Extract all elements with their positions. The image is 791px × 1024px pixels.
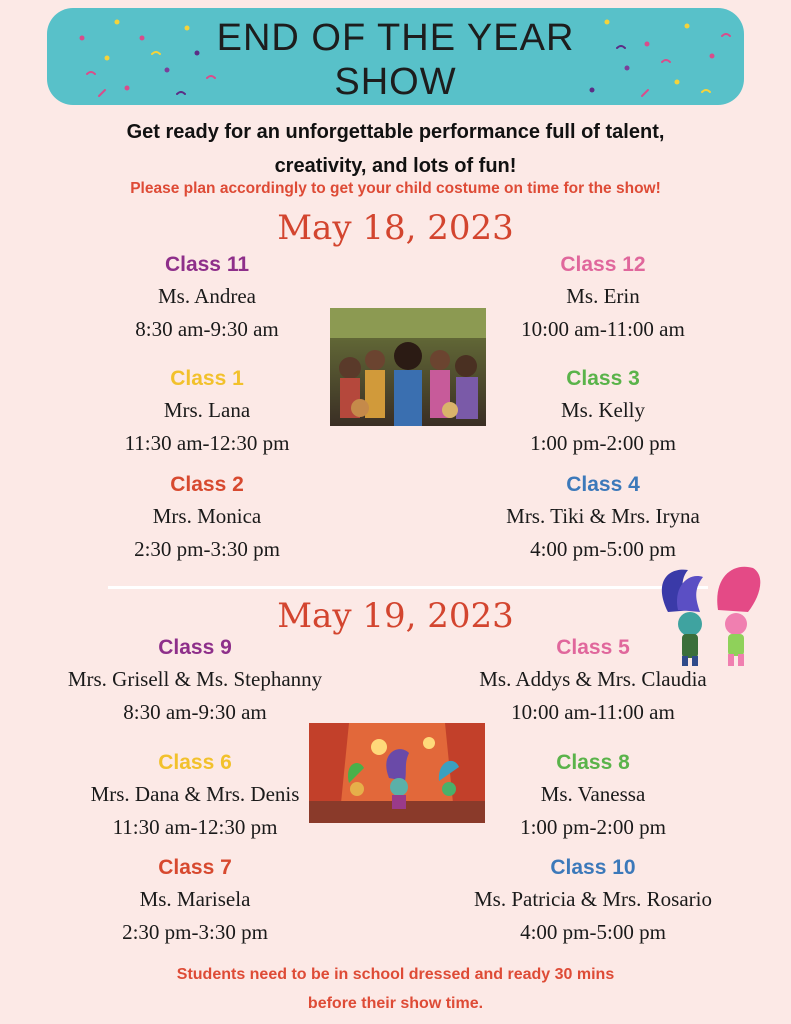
class-name: Class 4 — [566, 473, 640, 496]
title-line-2: SHOW — [334, 61, 457, 103]
class-name: Class 6 — [158, 751, 232, 774]
class-teacher: Ms. Patricia & Mrs. Rosario — [474, 887, 712, 911]
date-heading-day1: May 18, 2023 — [277, 208, 514, 248]
class-block — [413, 470, 791, 566]
class-time: 2:30 pm-3:30 pm — [134, 537, 280, 561]
class-name: Class 2 — [170, 473, 244, 496]
section-divider — [108, 586, 708, 589]
class-time: 1:00 pm-2:00 pm — [530, 431, 676, 455]
title-line-1: END OF THE YEAR — [216, 17, 575, 59]
page-title — [47, 16, 744, 104]
class-name: Class 1 — [170, 367, 244, 390]
class-block — [403, 853, 783, 949]
class-teacher: Ms. Vanessa — [540, 782, 646, 806]
class-name: Class 11 — [164, 253, 250, 276]
class-name: Class 10 — [550, 856, 636, 879]
class-teacher: Mrs. Monica — [152, 504, 262, 528]
trolls-stage-image — [309, 723, 485, 823]
class-teacher: Mrs. Dana & Mrs. Denis — [90, 782, 300, 806]
class-teacher: Mrs. Tiki & Mrs. Iryna — [506, 504, 700, 528]
class-block — [403, 633, 783, 729]
footer-notice — [30, 960, 761, 1018]
class-teacher: Ms. Addys & Mrs. Claudia — [479, 667, 707, 691]
class-time: 10:00 am-11:00 am — [511, 700, 675, 724]
class-time: 11:30 am-12:30 pm — [124, 431, 290, 455]
class-time: 4:00 pm-5:00 pm — [530, 537, 676, 561]
class-time: 2:30 pm-3:30 pm — [122, 920, 268, 944]
class-block — [5, 633, 385, 729]
footer-line-2: before their show time. — [307, 995, 484, 1012]
class-time: 8:30 am-9:30 am — [135, 317, 279, 341]
intro-line-2: creativity, and lots of fun! — [274, 155, 517, 177]
class-time: 10:00 am-11:00 am — [521, 317, 685, 341]
class-time: 4:00 pm-5:00 pm — [520, 920, 666, 944]
title-banner — [47, 8, 744, 105]
intro-text — [30, 115, 761, 183]
class-name: Class 3 — [566, 367, 640, 390]
class-block — [17, 470, 397, 566]
class-teacher: Ms. Erin — [566, 284, 640, 308]
class-name: Class 7 — [158, 856, 232, 879]
class-time: 1:00 pm-2:00 pm — [520, 815, 666, 839]
movie-characters-image — [330, 308, 486, 426]
class-teacher: Ms. Marisela — [139, 887, 251, 911]
class-name: Class 12 — [560, 253, 646, 276]
footer-line-1: Students need to be in school dressed and ready 30 mins — [176, 966, 615, 983]
class-name: Class 5 — [556, 636, 630, 659]
date-heading-day2: May 19, 2023 — [277, 596, 514, 636]
class-teacher: Ms. Andrea — [158, 284, 256, 308]
class-teacher: Mrs. Lana — [163, 398, 251, 422]
class-time: 11:30 am-12:30 pm — [112, 815, 278, 839]
class-teacher: Ms. Kelly — [561, 398, 645, 422]
costume-notice: Please plan accordingly to get your child costume on time for the show! — [130, 180, 661, 197]
class-teacher: Mrs. Grisell & Ms. Stephanny — [67, 667, 323, 691]
class-name: Class 9 — [158, 636, 232, 659]
class-block — [5, 853, 385, 949]
class-name: Class 8 — [556, 751, 630, 774]
class-time: 8:30 am-9:30 am — [123, 700, 267, 724]
intro-line-1: Get ready for an unforgettable performance full of talent, — [126, 121, 665, 143]
